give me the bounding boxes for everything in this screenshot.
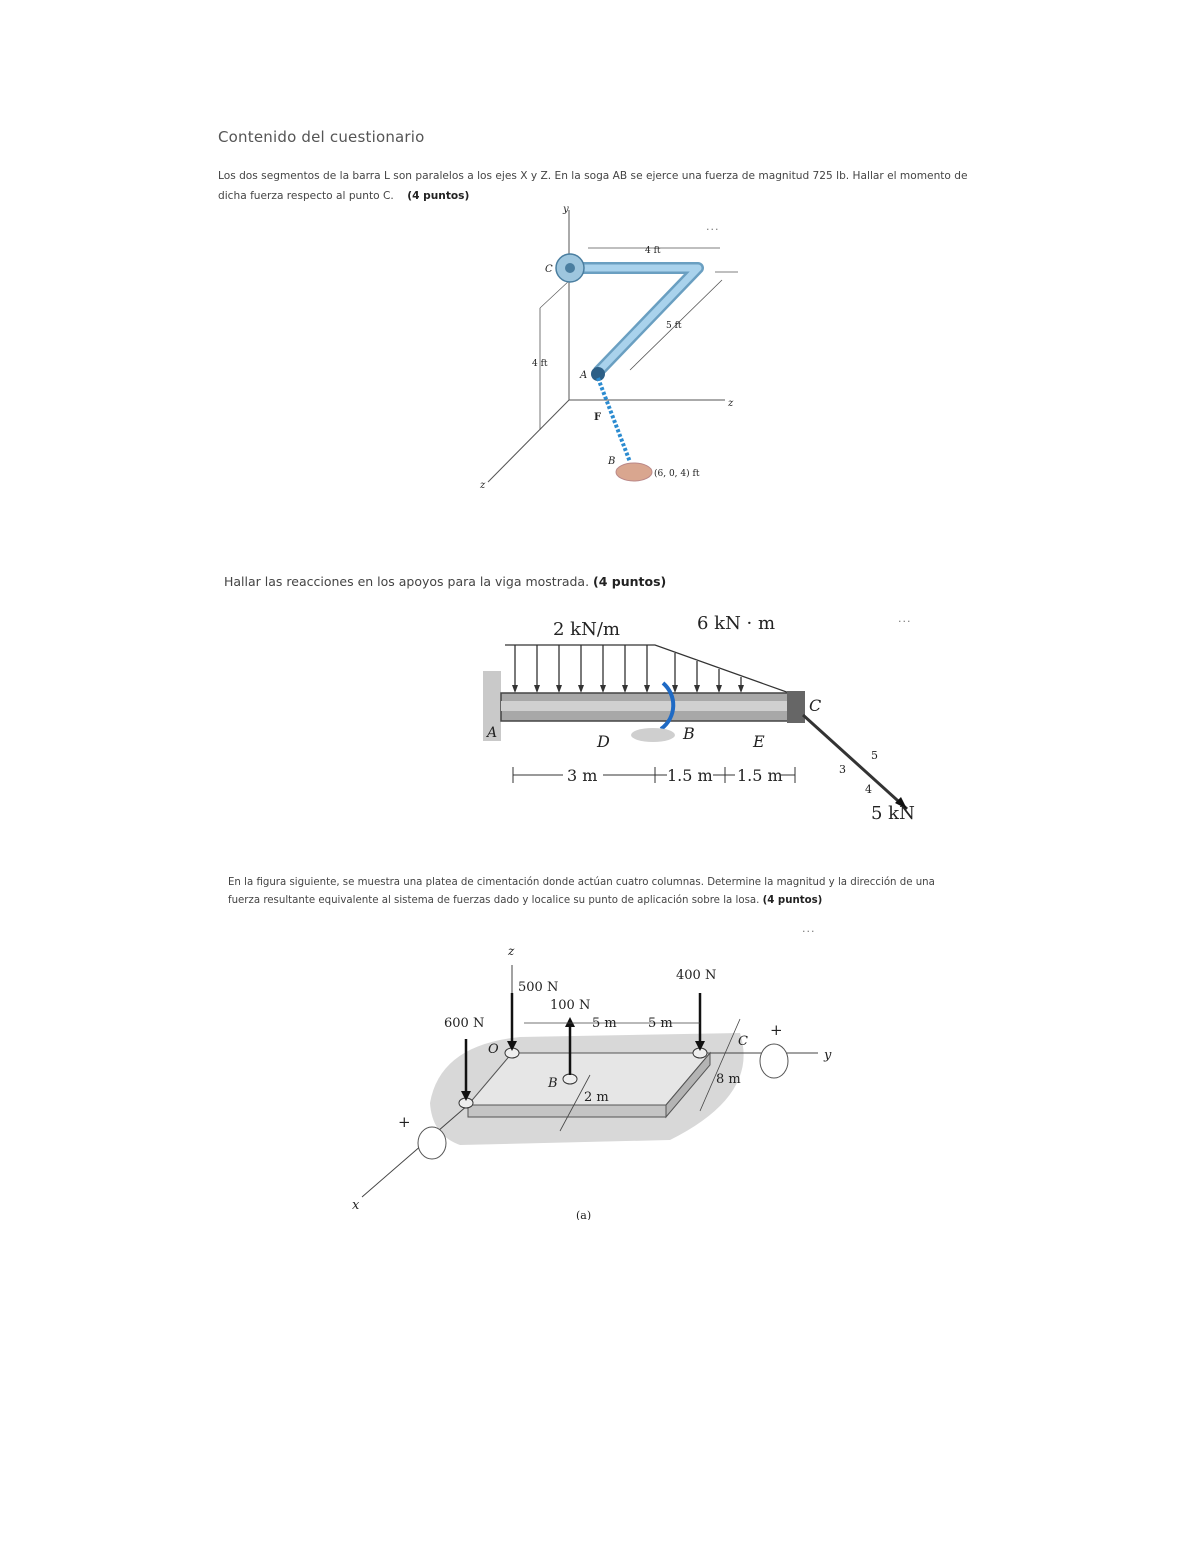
load-arrows xyxy=(515,645,741,691)
question-3-body: En la figura siguiente, se muestra una platea de cimentación donde actúan cuatro columnas. Determine la magnitud y la dirección de una fuerza resultante equivalente al sistema de fuerzas dado y localice su punto de aplicación sobre la losa. xyxy=(228,877,935,906)
plus-sign-x: + xyxy=(398,1113,411,1131)
page-title: Contenido del cuestionario xyxy=(218,128,425,146)
rope-ab xyxy=(598,378,630,462)
dim-8m: 8 m xyxy=(716,1072,741,1087)
dim-label-4ft-left: 4 ft xyxy=(532,359,548,369)
label-d: D xyxy=(597,732,610,751)
cable-c xyxy=(803,715,907,809)
label-b: B xyxy=(608,456,616,467)
question-3-points: (4 puntos) xyxy=(762,895,823,906)
label-c: C xyxy=(809,696,822,715)
label-e: E xyxy=(753,732,765,751)
slope-3: 3 xyxy=(839,763,846,776)
question-2-text xyxy=(224,574,666,589)
dim-ext-left xyxy=(540,280,570,308)
z-label: z xyxy=(508,944,515,958)
dim-5m-b: 5 m xyxy=(648,1016,673,1031)
dim-label-5ft: 5 ft xyxy=(666,321,682,331)
force-400-label: 400 N xyxy=(676,968,717,983)
slope-5: 5 xyxy=(871,749,878,762)
load-outline xyxy=(505,645,795,695)
dim-label-4ft-top: 4 ft xyxy=(645,246,661,256)
coord-b: (6, 0, 4) ft xyxy=(654,469,700,479)
foundation-mat-figure xyxy=(340,935,840,1220)
y-label: y xyxy=(824,1048,832,1063)
dim-1-5m-a: 1.5 m xyxy=(667,766,713,785)
force-500-label: 500 N xyxy=(518,980,559,995)
label-a: A xyxy=(580,370,588,381)
beam-figure xyxy=(475,605,925,830)
column-b xyxy=(563,1074,577,1084)
force-label: 5 kN xyxy=(871,803,915,824)
l-bar xyxy=(578,268,698,372)
dim-3m: 3 m xyxy=(567,766,598,785)
l-bar-figure xyxy=(470,200,770,500)
moment-label: 6 kN · m xyxy=(697,613,776,634)
more-options-icon[interactable]: ... xyxy=(898,612,912,625)
x-axis xyxy=(488,400,569,482)
label-o: O xyxy=(488,1042,499,1057)
load-label: 2 kN/m xyxy=(553,619,620,640)
z-axis-label: z xyxy=(728,398,734,409)
question-3-text xyxy=(228,874,968,910)
question-1-body: Los dos segmentos de la barra L son paralelos a los ejes X y Z. En la soga AB se ejerce una fuerza de magnitud 725 lb. Hallar el momento de dicha fuerza respecto al punto C. xyxy=(218,170,968,202)
dim-5m-a: 5 m xyxy=(592,1016,617,1031)
question-1-points: (4 puntos) xyxy=(407,190,470,202)
hand-icon-x xyxy=(418,1127,446,1159)
x-axis-label: z xyxy=(480,480,486,491)
more-options-icon[interactable]: ... xyxy=(802,922,816,935)
beam-web xyxy=(501,701,793,711)
label-b: B xyxy=(683,724,695,743)
x-axis xyxy=(362,1105,468,1197)
roller-support xyxy=(631,728,675,742)
end-plate-c xyxy=(787,691,805,723)
force-100-head xyxy=(565,1017,575,1027)
label-c: C xyxy=(545,264,553,275)
question-2-points: (4 puntos) xyxy=(593,574,667,589)
force-600-label: 600 N xyxy=(444,1016,485,1031)
question-2-body: Hallar las reacciones en los apoyos para la viga mostrada. xyxy=(224,574,590,589)
figure-caption: (a) xyxy=(576,1209,592,1220)
x-label: x xyxy=(352,1198,360,1213)
more-options-icon[interactable]: ... xyxy=(706,220,720,233)
label-f: F xyxy=(594,412,602,423)
support-c-pin xyxy=(565,263,575,273)
label-a: A xyxy=(487,725,498,741)
label-c: C xyxy=(738,1034,748,1049)
slope-4: 4 xyxy=(865,783,872,796)
force-100-label: 100 N xyxy=(550,998,591,1013)
y-axis-label: y xyxy=(563,204,569,215)
plus-sign-y: + xyxy=(770,1021,783,1039)
slab-front xyxy=(468,1105,666,1117)
dim-2m: 2 m xyxy=(584,1090,609,1105)
load-arrowheads xyxy=(512,685,744,693)
label-b: B xyxy=(548,1076,558,1091)
dim-1-5m-b: 1.5 m xyxy=(737,766,783,785)
anchor-b xyxy=(616,463,652,481)
hand-icon-y xyxy=(760,1044,788,1078)
